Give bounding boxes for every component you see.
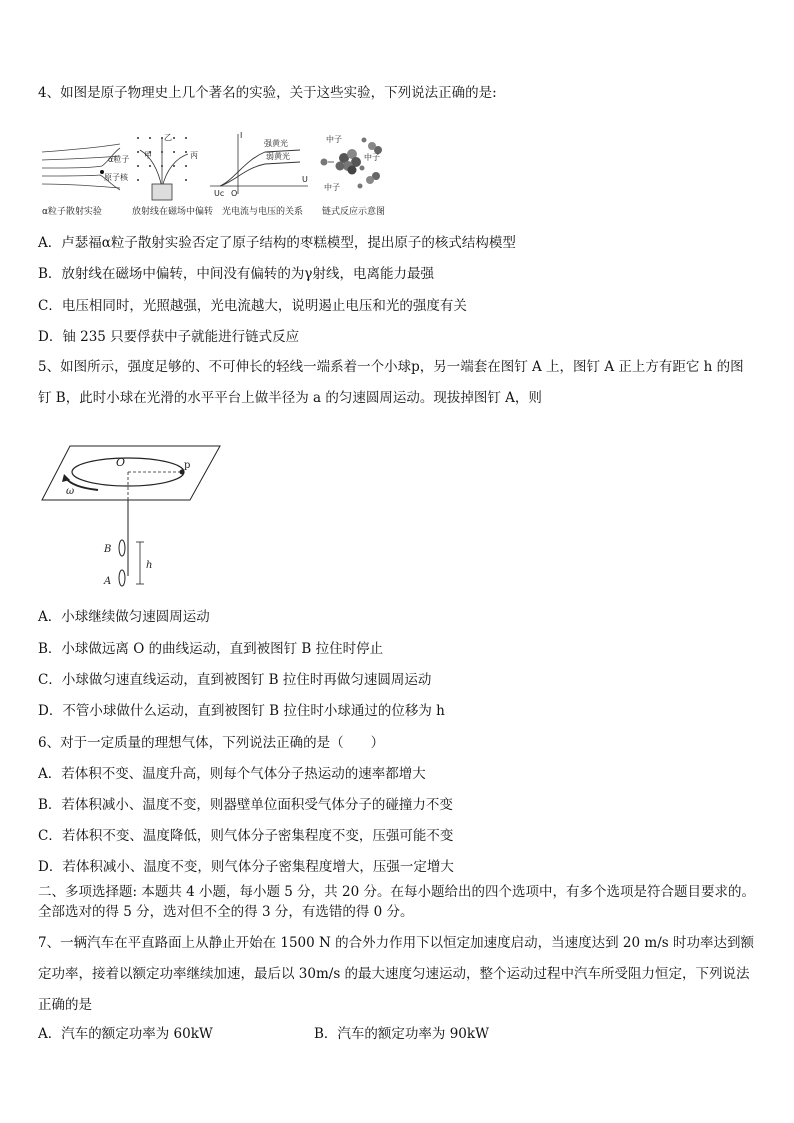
q5-option-b: B．小球做远离 O 的曲线运动，直到被图钉 B 拉住时停止: [38, 641, 384, 657]
q5-figure: [40, 438, 230, 590]
radiation-field-panel: [132, 133, 213, 217]
label-omega: ω: [66, 486, 75, 497]
caption-photocurrent: 光电流与电压的关系: [222, 207, 304, 217]
q6-stem: 6、对于一定质量的理想气体，下列说法正确的是（ ）: [38, 735, 385, 751]
label-axis-u: U: [302, 175, 308, 184]
label-origin: O: [231, 189, 238, 198]
caption-radiation-field: 放射线在磁场中偏转: [132, 207, 214, 217]
label-alpha-particle: α粒子: [108, 155, 130, 164]
label-neutron-3: 中子: [324, 183, 340, 192]
section2-heading: 二、多项选择题: 本题共 4 小题，每小题 5 分，共 20 分。在每小题给出的四个选项中，有多个选项是符合题目要求的。全部选对的得 5 分，选对但不全的得 3 分，有选错的得 0 分。: [38, 884, 755, 920]
label-yi: 乙: [164, 133, 172, 142]
q4-option-a: A．卢瑟福α粒子散射实验否定了原子结构的枣糕模型，提出原子的核式结构模型: [38, 235, 516, 251]
q4-option-b: B．放射线在磁场中偏转，中间没有偏转的为γ射线，电离能力最强: [38, 266, 434, 282]
label-bing: 丙: [190, 151, 198, 160]
label-neutron-2: 中子: [364, 153, 380, 162]
q6-option-a: A．若体积不变、温度升高，则每个气体分子热运动的速率都增大: [38, 766, 426, 782]
q5-stem: 5、如图所示，强度足够的、不可伸长的轻线一端系着一个小球p，另一端套在图钉 A 上，图钉 A 正上方有距它 h 的图钉 B，此时小球在光滑的水平平台上做半径为 a 的匀速圆周运动。现拔掉图钉 A，则: [38, 359, 744, 406]
q6-option-d: D．若体积减小、温度不变，则气体分子密集程度增大，压强一定增大: [38, 859, 454, 875]
label-axis-uc: Uc: [214, 189, 225, 198]
label-a: A: [104, 576, 112, 587]
q5-option-a: A．小球继续做匀速圆周运动: [38, 609, 210, 625]
label-nucleus: 原子核: [104, 173, 128, 182]
q5-option-c: C．小球做匀速直线运动，直到被图钉 B 拉住时再做匀速圆周运动: [38, 672, 432, 688]
label-strong-light: 强黄光: [264, 139, 288, 148]
label-h: h: [146, 560, 153, 571]
label-p: p: [184, 460, 191, 471]
q7-stem: 7、一辆汽车在平直路面上从静止开始在 1500 N 的合外力作用下以恒定加速度启动，当速度达到 20 m/s 时功率达到额定功率，接着以额定功率继续加速，最后以 30m/s 的最大速度匀速运动，整个运动过程中汽车所受阻力恒定，下列说法正确的是: [38, 935, 754, 1013]
q4-option-d: D．铀 235 只要俘获中子就能进行链式反应: [38, 329, 300, 345]
q7-option-b: B．汽车的额定功率为 90kW: [314, 1026, 489, 1042]
caption-alpha-scattering: α粒子散射实验: [42, 207, 102, 217]
q4-option-c: C．电压相同时，光照越强，光电流越大，说明遏止电压和光的强度有关: [38, 298, 467, 314]
photocurrent-panel: [210, 131, 308, 217]
label-jia: 甲: [144, 151, 152, 160]
q7-option-a: A．汽车的额定功率为 60kW: [38, 1026, 213, 1042]
label-axis-i: I: [240, 131, 243, 140]
label-neutron-1: 中子: [326, 135, 342, 144]
q6-option-c: C．若体积不变、温度降低，则气体分子密集程度不变，压强可能不变: [38, 828, 454, 844]
caption-chain-reaction: 链式反应示意图: [322, 207, 386, 217]
alpha-scattering-panel: [42, 144, 129, 217]
q4-stem: 4、如图是原子物理史上几个著名的实验，关于这些实验，下列说法正确的是:: [38, 85, 497, 101]
label-b: B: [104, 544, 112, 555]
label-weak-light: 弱黄光: [266, 152, 290, 161]
q5-option-d: D．不管小球做什么运动，直到被图钉 B 拉住时小球通过的位移为 h: [38, 703, 445, 719]
q6-option-b: B．若体积减小、温度不变，则器壁单位面积受气体分子的碰撞力不变: [38, 797, 453, 813]
q4-figure: [40, 128, 390, 220]
chain-reaction-panel: [321, 134, 386, 217]
label-o: O: [116, 456, 126, 469]
